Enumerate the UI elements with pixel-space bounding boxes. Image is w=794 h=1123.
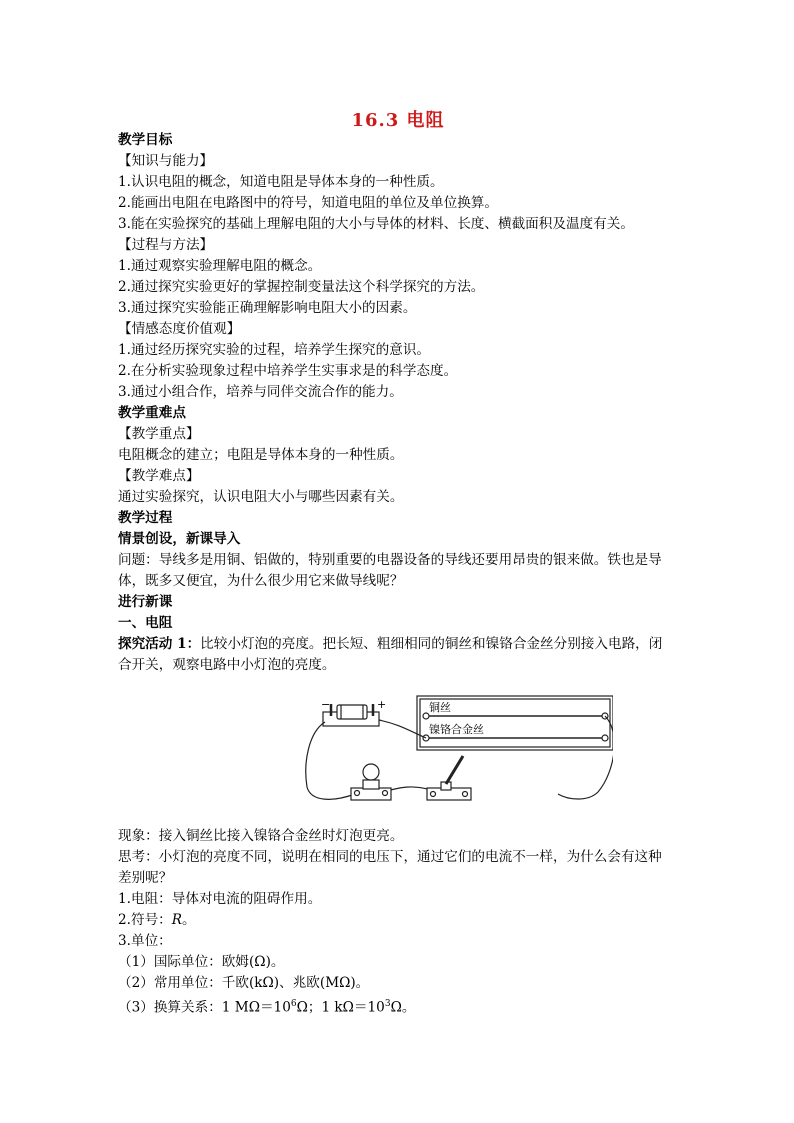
conversion-prefix: （3）换算关系：1 MΩ＝10 bbox=[118, 999, 291, 1016]
switch-lever bbox=[446, 756, 463, 784]
text-line: 2.在分析实验现象过程中培养学生实事求是的科学态度。 bbox=[118, 363, 458, 379]
text-line: 2.通过探究实验更好的掌握控制变量法这个科学探究的方法。 bbox=[118, 279, 485, 295]
conversion-line bbox=[118, 994, 415, 1018]
text-line: 思考：小灯泡的亮度不同，说明在相同的电压下，通过它们的电流不一样，为什么会有这种 bbox=[118, 849, 662, 865]
battery-plus-label: + bbox=[377, 698, 387, 711]
section-attitude: 【情感态度价值观】 bbox=[118, 321, 241, 337]
text-line: 1.电阻：导体对电流的阻碍作用。 bbox=[118, 891, 322, 907]
terminal bbox=[383, 791, 388, 796]
text-line: 通过实验探究，认识电阻大小与哪些因素有关。 bbox=[118, 489, 404, 505]
heading-new-lesson: 进行新课 bbox=[118, 594, 173, 610]
conversion-exp1: 6 bbox=[290, 999, 297, 1009]
heading-teaching-process: 教学过程 bbox=[118, 510, 173, 526]
heading-resistance: 一、电阻 bbox=[118, 615, 173, 631]
section-knowledge: 【知识与能力】 bbox=[118, 153, 214, 169]
text-line: 差别呢？ bbox=[118, 870, 173, 886]
activity-label: 探究活动 1： bbox=[118, 636, 201, 652]
symbol-line bbox=[118, 910, 196, 930]
page-title: 16.3 电阻 bbox=[351, 110, 445, 131]
nichrome-wire-label: 镍铬合金丝 bbox=[429, 723, 484, 736]
text-line: 2.能画出电阻在电路图中的符号，知道电阻的单位及单位换算。 bbox=[118, 195, 498, 211]
conversion-mid: Ω；1 kΩ＝10 bbox=[296, 999, 385, 1016]
symbol-prefix: 2.符号： bbox=[118, 912, 172, 928]
text-line: 3.通过小组合作，培养与同伴交流合作的能力。 bbox=[118, 384, 403, 400]
battery-minus-label: − bbox=[321, 698, 331, 711]
section-difficulty: 【教学难点】 bbox=[118, 468, 200, 484]
text-line: 问题：导线多是用铜、铝做的，特别重要的电器设备的导线还要用昂贵的银来做。铁也是导 bbox=[118, 552, 662, 568]
heading-key-points: 教学重难点 bbox=[118, 405, 186, 421]
lamp-bulb bbox=[363, 764, 379, 780]
copper-wire-label: 铜丝 bbox=[429, 701, 451, 714]
text-line: 体，既多又便宜，为什么很少用它来做导线呢？ bbox=[118, 573, 404, 589]
section-key: 【教学重点】 bbox=[118, 426, 200, 442]
heading-intro: 情景创设，新课导入 bbox=[118, 531, 241, 547]
text-line: 3.通过探究实验能正确理解影响电阻大小的因素。 bbox=[118, 300, 417, 316]
activity-line bbox=[118, 634, 662, 654]
terminal bbox=[431, 792, 436, 797]
heading-teaching-goals: 教学目标 bbox=[118, 132, 173, 148]
text-line: 3.能在实验探究的基础上理解电阻的大小与导体的材料、长度、横截面积及温度有关。 bbox=[118, 216, 634, 232]
terminal bbox=[463, 792, 468, 797]
activity-text: 比较小灯泡的亮度。把长短、粗细相同的铜丝和镍铬合金丝分别接入电路，闭 bbox=[200, 636, 663, 652]
terminal bbox=[602, 735, 608, 741]
symbol-letter: R bbox=[171, 912, 183, 928]
terminal bbox=[355, 791, 360, 796]
text-line: 3.单位： bbox=[118, 933, 172, 949]
conversion-suffix: Ω。 bbox=[390, 999, 416, 1016]
section-process: 【过程与方法】 bbox=[118, 237, 214, 253]
lamp-socket bbox=[363, 780, 379, 789]
text-line: 1.通过经历探究实验的过程，培养学生探究的意识。 bbox=[118, 342, 431, 358]
text-line: （2）常用单位：千欧(kΩ)、兆欧(MΩ)。 bbox=[118, 975, 370, 991]
wire-left bbox=[306, 722, 355, 799]
text-line: 1.认识电阻的概念，知道电阻是导体本身的一种性质。 bbox=[118, 174, 444, 190]
conversion-exp2: 3 bbox=[384, 999, 391, 1009]
text-line: （1）国际单位：欧姆(Ω)。 bbox=[118, 954, 285, 970]
text-line: 现象：接入铜丝比接入镍铬合金丝时灯泡更亮。 bbox=[118, 828, 404, 844]
text-line: 电阻概念的建立；电阻是导体本身的一种性质。 bbox=[118, 447, 404, 463]
circuit-diagram bbox=[303, 692, 613, 812]
symbol-suffix: 。 bbox=[182, 912, 196, 928]
text-line: 1.通过观察实验理解电阻的概念。 bbox=[118, 258, 322, 274]
text-line: 合开关，观察电路中小灯泡的亮度。 bbox=[118, 657, 336, 673]
